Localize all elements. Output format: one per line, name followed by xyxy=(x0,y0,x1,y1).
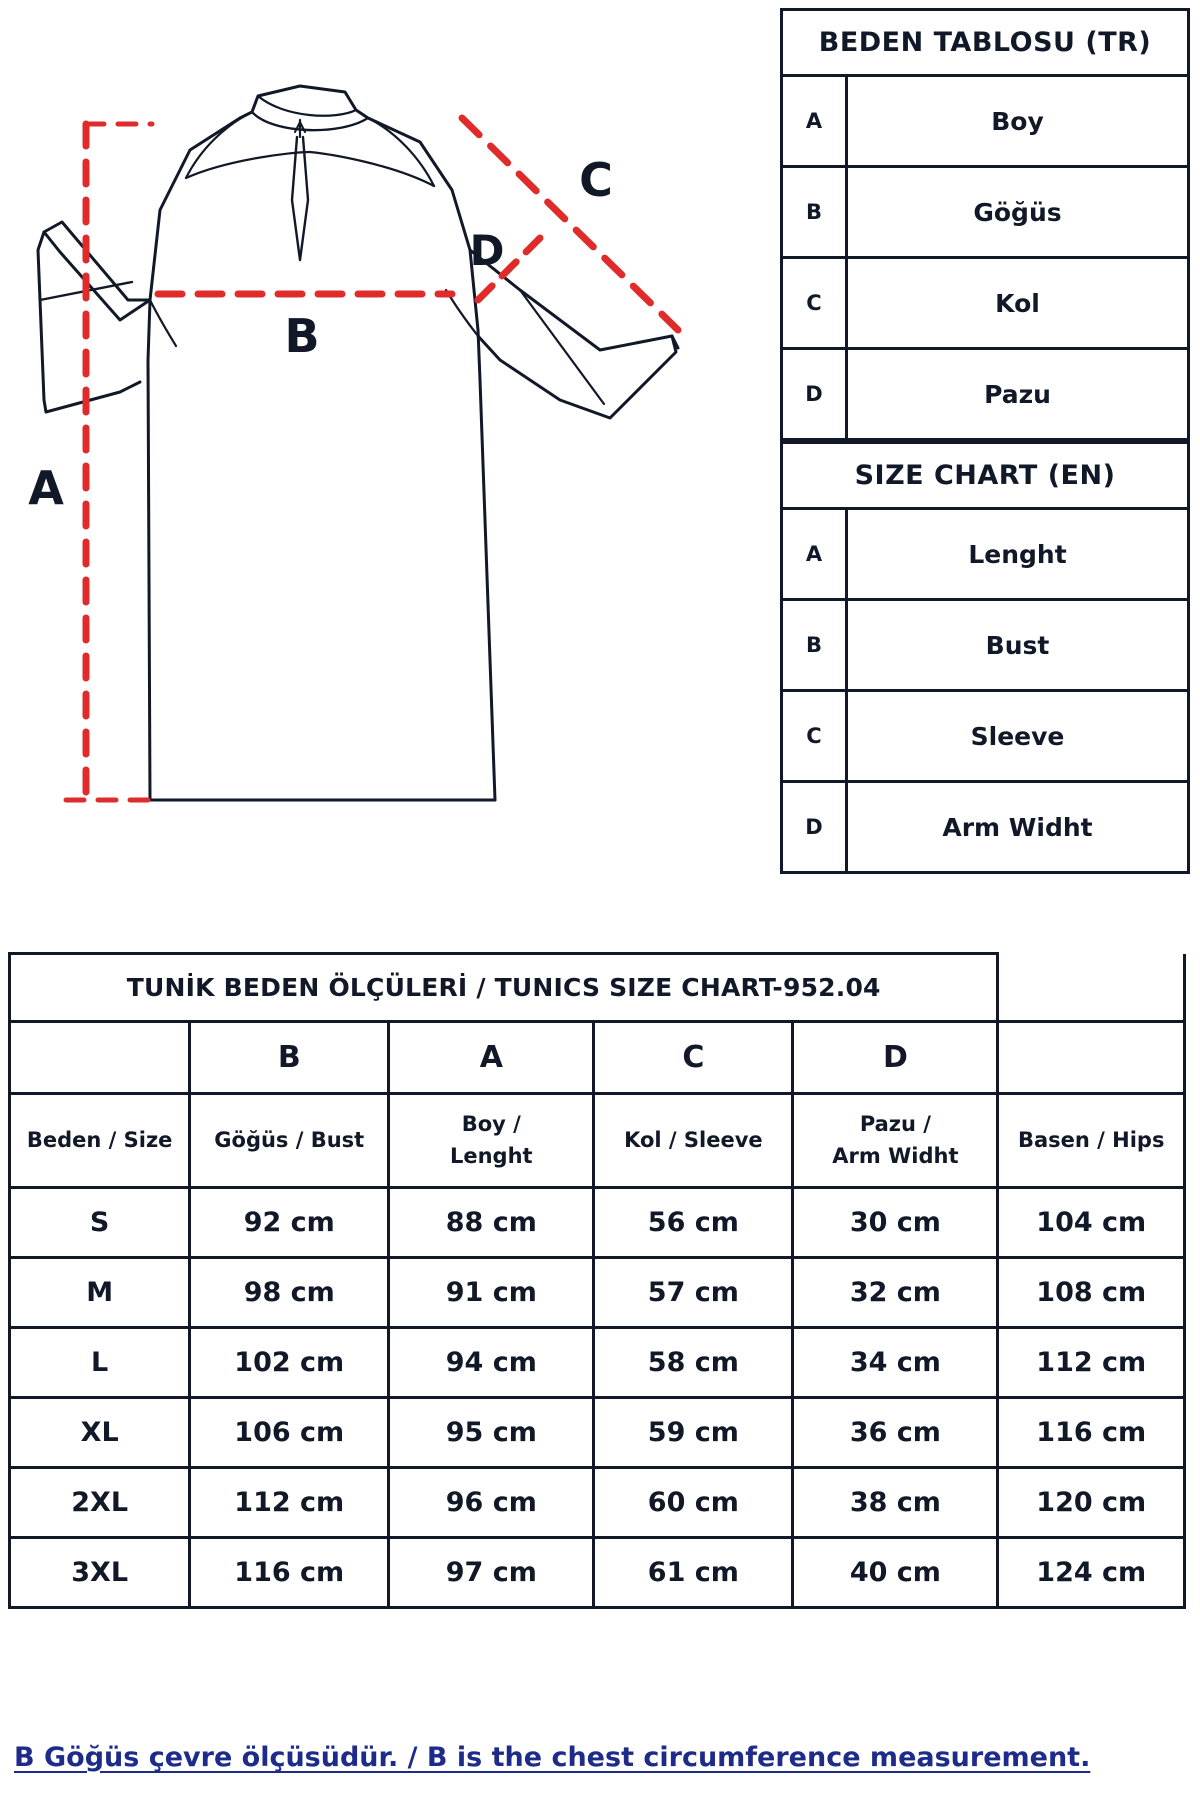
cell-size: M xyxy=(10,1258,190,1328)
legend-value: Arm Widht xyxy=(942,812,1093,842)
legend-row xyxy=(783,259,1187,350)
label-c: C xyxy=(579,153,613,207)
label-a: A xyxy=(28,461,64,515)
table-title-row xyxy=(10,954,1185,1022)
cell-bust: 98 cm xyxy=(190,1258,389,1328)
legend-key: B xyxy=(783,601,848,689)
legend-value: Pazu xyxy=(984,379,1051,409)
legend-key: A xyxy=(783,77,848,165)
cell-length: 94 cm xyxy=(389,1328,594,1398)
legend-value: Bust xyxy=(985,630,1050,660)
legend-row xyxy=(783,510,1187,601)
column-header-bust xyxy=(190,1094,389,1188)
legend-value: Kol xyxy=(995,288,1040,318)
table-row xyxy=(10,1538,1185,1608)
cell-length: 96 cm xyxy=(389,1468,594,1538)
letter-cell-empty-left xyxy=(10,1022,190,1094)
cell-hips: 124 cm xyxy=(998,1538,1185,1608)
table-row xyxy=(10,1468,1185,1538)
cell-sleeve: 61 cm xyxy=(594,1538,793,1608)
legend-row xyxy=(783,601,1187,692)
legend-value: Sleeve xyxy=(970,721,1065,751)
legend-tables xyxy=(780,8,1190,874)
cell-length: 97 cm xyxy=(389,1538,594,1608)
header-line-1: Basen / Hips xyxy=(1018,1127,1165,1152)
legend-en-title: SIZE CHART (EN) xyxy=(783,441,1187,510)
table-row xyxy=(10,1398,1185,1468)
cell-hips: 116 cm xyxy=(998,1398,1185,1468)
legend-key: D xyxy=(783,783,848,871)
cell-arm-width: 40 cm xyxy=(793,1538,998,1608)
label-b: B xyxy=(284,309,320,363)
letter-cell-empty-right xyxy=(998,1022,1185,1094)
garment-illustration xyxy=(0,0,770,945)
label-d: D xyxy=(469,226,505,275)
legend-key: C xyxy=(783,692,848,780)
letter-cell-b: B xyxy=(190,1022,389,1094)
column-header-size xyxy=(10,1094,190,1188)
column-header-hips xyxy=(998,1094,1185,1188)
cell-size: 3XL xyxy=(10,1538,190,1608)
header-line-2: Arm Widht xyxy=(832,1143,959,1168)
size-table xyxy=(8,952,1186,1609)
cell-arm-width: 38 cm xyxy=(793,1468,998,1538)
header-line-1: Boy / xyxy=(461,1112,521,1136)
cell-sleeve: 57 cm xyxy=(594,1258,793,1328)
column-header-length xyxy=(389,1094,594,1188)
legend-row xyxy=(783,350,1187,441)
cell-length: 95 cm xyxy=(389,1398,594,1468)
cell-bust: 112 cm xyxy=(190,1468,389,1538)
cell-size: XL xyxy=(10,1398,190,1468)
legend-value: Boy xyxy=(991,106,1044,136)
cell-size: S xyxy=(10,1188,190,1258)
cell-arm-width: 34 cm xyxy=(793,1328,998,1398)
cell-hips: 120 cm xyxy=(998,1468,1185,1538)
cell-arm-width: 30 cm xyxy=(793,1188,998,1258)
size-table-title: TUNİK BEDEN ÖLÇÜLERİ / TUNICS SIZE CHART-952.04 xyxy=(10,954,998,1022)
cell-bust: 106 cm xyxy=(190,1398,389,1468)
header-line-2: Lenght xyxy=(449,1143,533,1168)
legend-row xyxy=(783,77,1187,168)
header-row xyxy=(10,1094,1185,1188)
legend-row xyxy=(783,783,1187,871)
cell-bust: 92 cm xyxy=(190,1188,389,1258)
header-line-1: Göğüs / Bust xyxy=(214,1127,365,1152)
table-row xyxy=(10,1328,1185,1398)
table-row xyxy=(10,1258,1185,1328)
cell-size: 2XL xyxy=(10,1468,190,1538)
cell-sleeve: 58 cm xyxy=(594,1328,793,1398)
cell-sleeve: 56 cm xyxy=(594,1188,793,1258)
legend-key: D xyxy=(783,350,848,438)
header-line-1: Kol / Sleeve xyxy=(624,1127,763,1152)
cell-hips: 112 cm xyxy=(998,1328,1185,1398)
letter-cell-a: A xyxy=(389,1022,594,1094)
column-header-sleeve xyxy=(594,1094,793,1188)
cell-arm-width: 36 cm xyxy=(793,1398,998,1468)
letter-cell-d: D xyxy=(793,1022,998,1094)
cell-bust: 102 cm xyxy=(190,1328,389,1398)
cell-arm-width: 32 cm xyxy=(793,1258,998,1328)
legend-row xyxy=(783,692,1187,783)
legend-value: Lenght xyxy=(968,539,1067,569)
cell-length: 88 cm xyxy=(389,1188,594,1258)
letter-cell-c: C xyxy=(594,1022,793,1094)
header-line-1: Beden / Size xyxy=(26,1127,173,1152)
cell-sleeve: 59 cm xyxy=(594,1398,793,1468)
legend-key: B xyxy=(783,168,848,256)
legend-row xyxy=(783,168,1187,259)
legend-key: C xyxy=(783,259,848,347)
cell-sleeve: 60 cm xyxy=(594,1468,793,1538)
legend-value: Göğüs xyxy=(973,197,1062,227)
column-header-arm-width xyxy=(793,1094,998,1188)
legend-key: A xyxy=(783,510,848,598)
title-spacer-cell xyxy=(998,954,1185,1022)
footer-note: B Göğüs çevre ölçüsüdür. / B is the chest circumference measurement. xyxy=(14,1742,1091,1773)
header-line-1: Pazu / xyxy=(859,1112,931,1136)
cell-bust: 116 cm xyxy=(190,1538,389,1608)
cell-hips: 104 cm xyxy=(998,1188,1185,1258)
cell-size: L xyxy=(10,1328,190,1398)
cell-hips: 108 cm xyxy=(998,1258,1185,1328)
letter-row xyxy=(10,1022,1185,1094)
table-row xyxy=(10,1188,1185,1258)
size-table-container xyxy=(8,952,1186,1609)
cell-length: 91 cm xyxy=(389,1258,594,1328)
legend-tr-title: BEDEN TABLOSU (TR) xyxy=(783,11,1187,77)
